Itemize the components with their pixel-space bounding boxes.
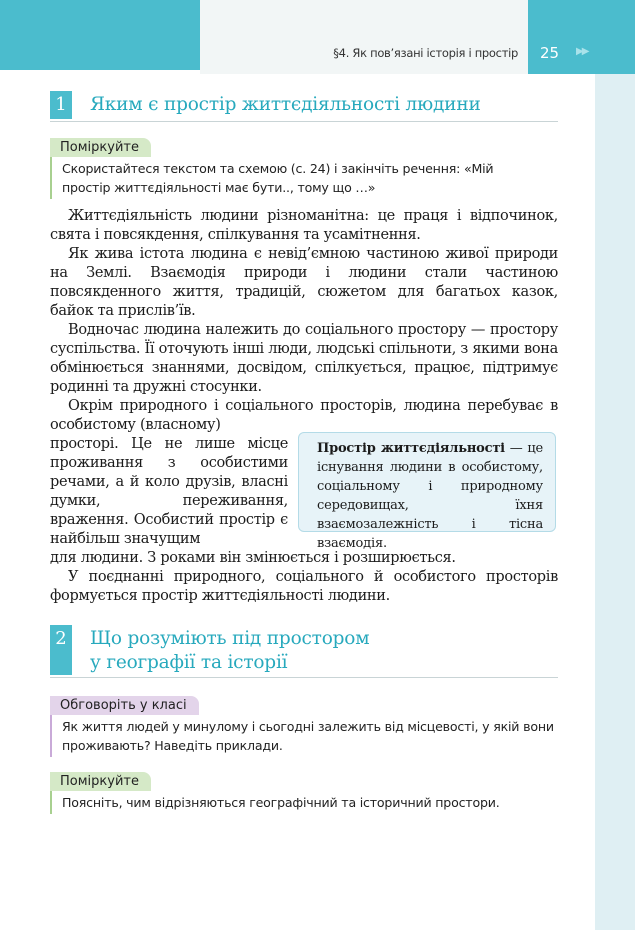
section-divider [50, 677, 558, 678]
section-1-heading [50, 91, 558, 123]
paragraph: Окрім природного і соціального просторів, людина перебуває в особистому (власному) [50, 398, 558, 433]
page-margin-strip [595, 0, 635, 930]
running-header [200, 0, 528, 74]
paragraph: Як жива істота людина є невід’ємною частиною живої природи на Землі. Взаємодія природи і людини стали частиною повсякденного життя, традицій, сюжетом для багатьох казок, байок та прислів’їв. [50, 246, 558, 319]
task-text: Поясніть, чим відрізняються географічний та історичний простори. [50, 791, 558, 814]
task-tag: Обговоріть у класі [50, 696, 199, 715]
task-think-2 [50, 770, 558, 814]
task-think-1 [50, 136, 558, 199]
task-discuss [50, 694, 558, 757]
task-text: Скористайтеся текстом та схемою (с. 24) і закінчіть речення: «Мій простір життєдіяльності має бути.., тому що …» [50, 157, 542, 199]
section-title [90, 627, 369, 675]
paragraph: У поєднанні природного, соціального й особистого просторів формується простір життєдіяльності людини. [50, 569, 558, 604]
definition-term: Простір життєдіяльності [317, 441, 505, 456]
paragraph: Водночас людина належить до соціального простору — простору суспільства. Її оточують інші люди, людські спільноти, з якими вона обмінюється знаннями, досвідом, спілкується, працює, підтримує родинні та дружні стосунки. [50, 322, 558, 395]
definition-box [298, 432, 556, 551]
paragraph: Життєдіяльність людини різноманітна: це праця і відпочинок, свята і повсякдення, спілкування та усамітнення. [50, 208, 558, 243]
arrows-icon: ▶▶ [576, 46, 588, 57]
task-tag: Поміркуйте [50, 138, 151, 157]
definition-text: це існування людини в особистому, соціальному і природному середовищах, їхня взаємозалежність і тісна взаємодія. [317, 441, 543, 551]
task-text: Як життя людей у минулому і сьогодні залежить від місцевості, у якій вони проживають? Наведіть приклади. [50, 715, 558, 757]
paragraph-line: для людини. З роками він змінюється і розширюється. [50, 550, 456, 566]
page-number-tab [528, 0, 635, 74]
section-divider [50, 121, 558, 122]
page-number: 25 [540, 44, 560, 62]
section-2-heading [50, 625, 558, 679]
definition-dash: — [504, 441, 528, 456]
running-header-title: §4. Як пов’язані історія і простір [333, 46, 518, 60]
section-title: Яким є простір життєдіяльності людини [90, 94, 481, 115]
header-accent-band [0, 0, 200, 70]
section-title-line: у географії та історії [90, 652, 288, 673]
section-number: 2 [50, 625, 72, 675]
task-tag: Поміркуйте [50, 772, 151, 791]
paragraph-wrapped: просторі. Це не лише місце проживання з особистими речами, а й коло друзів, власні думки, переживання, враження. Особистий простір є найбільш значущим [50, 436, 288, 547]
section-title-line: Що розуміють під простором [90, 628, 370, 649]
section-number: 1 [50, 91, 72, 119]
